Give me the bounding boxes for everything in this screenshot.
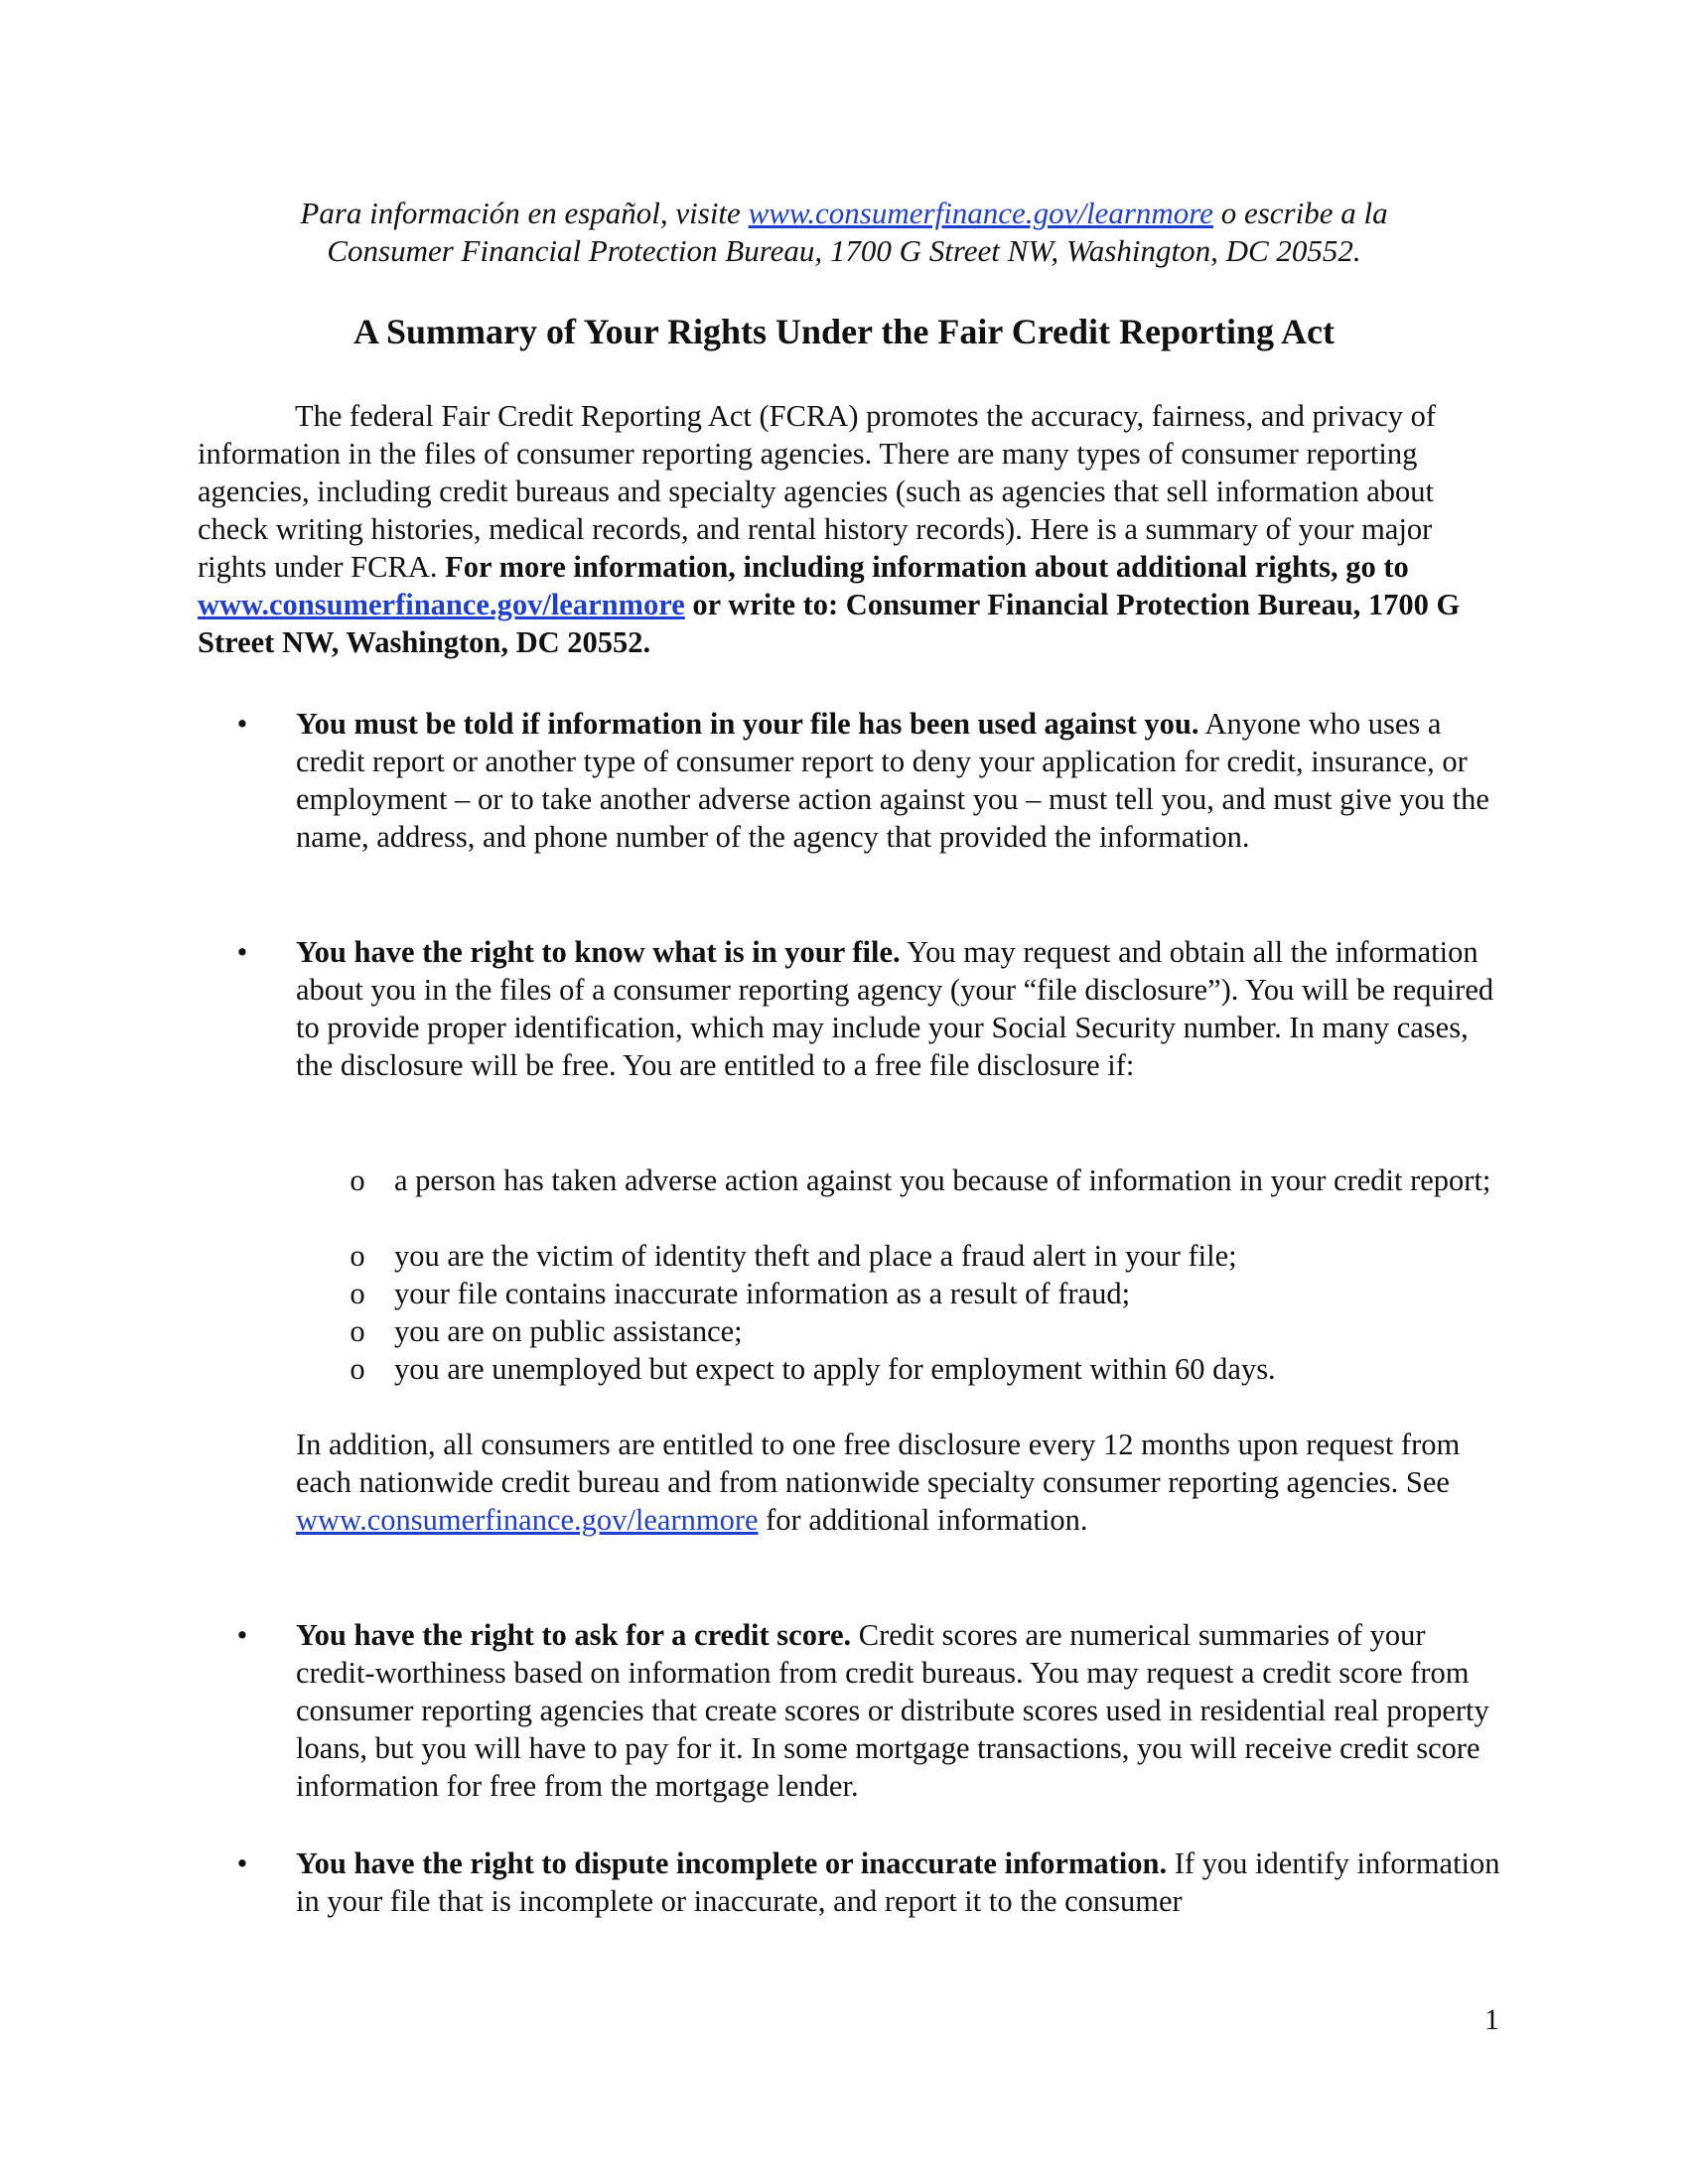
bullet-marker: •	[236, 935, 248, 969]
spanish-text: Para información en español, visite	[300, 196, 749, 230]
spanish-address: Consumer Financial Protection Bureau, 1700 G Street NW, Washington, DC 20552.	[327, 233, 1361, 268]
intro-bold-address: or write to: Consumer Financial Protection Bureau, 1700 G Street NW, Washington, DC 20552.	[198, 588, 1461, 659]
bullet-credit-score	[236, 1616, 1507, 1805]
sub-item-adverse-action	[350, 1161, 1506, 1199]
addition-learnmore-link[interactable]: www.consumerfinance.gov/learnmore	[296, 1503, 759, 1537]
bullet-heading: You have the right to dispute incomplete or inaccurate information.	[296, 1846, 1168, 1880]
bullet-marker: •	[236, 1846, 248, 1880]
sub-marker: o	[350, 1239, 365, 1273]
bullet-marker: •	[236, 1618, 248, 1652]
bullet-text: Credit scores are numerical summaries of your credit-worthiness based on information from credit bureaus. You may request a credit score from consumer reporting agencies that create scores or distribute scores used in residential real property loans, but you will have to pay for it. In some mortgage transactions, you will receive credit score information for free from the mortgage lender.	[296, 1618, 1489, 1803]
page-number: 1	[1484, 2003, 1499, 2036]
bullet-text: You may request and obtain all the information about you in the files of a consumer reporting agency (your “file disclosure”). You will be required to provide proper identification, which may include your Social Security number. In many cases, the disclosure will be free. You are entitled to a free file disclosure if:	[296, 935, 1494, 1082]
bullet-heading: You have the right to ask for a credit score.	[296, 1618, 852, 1652]
page-title: A Summary of Your Rights Under the Fair Credit Reporting Act	[353, 312, 1335, 351]
intro-bold-text: For more information, including information about additional rights, go to	[445, 550, 1409, 584]
sub-marker: o	[350, 1277, 365, 1310]
sub-marker: o	[350, 1163, 365, 1197]
intro-paragraph	[198, 397, 1508, 661]
addition-text: In addition, all consumers are entitled to one free disclosure every 12 months upon request from each nationwide credit bureau and from nationwide specialty consumer reporting agencies. See	[296, 1428, 1461, 1499]
bullet-dispute	[236, 1844, 1507, 1920]
sub-item-fraud	[350, 1275, 1506, 1312]
sub-item-text: a person has taken adverse action against you because of information in your credit report;	[394, 1163, 1491, 1197]
bullet-heading: You have the right to know what is in your file.	[296, 935, 901, 969]
bullet-text: If you identify information in your file that is incomplete or inaccurate, and report it to the consumer	[296, 1846, 1500, 1918]
intro-learnmore-link[interactable]: www.consumerfinance.gov/learnmore	[198, 588, 685, 621]
bullet-marker: •	[236, 707, 248, 741]
sub-item-text: you are on public assistance;	[394, 1314, 743, 1348]
sub-item-identity-theft	[350, 1237, 1506, 1275]
sub-item-text: your file contains inaccurate information as a result of fraud;	[394, 1277, 1131, 1310]
bullet-used-against-you	[236, 705, 1507, 856]
sub-marker: o	[350, 1314, 365, 1348]
sub-item-unemployed	[350, 1350, 1506, 1388]
sub-item-public-assistance	[350, 1312, 1506, 1350]
addition-paragraph	[296, 1426, 1507, 1539]
intro-text: The federal Fair Credit Reporting Act (FCRA) promotes the accuracy, fairness, and privacy of information in the files of consumer reporting agencies. There are many types of consumer reporting agencies, including credit bureaus and specialty agencies (such as agencies that sell information about check writing histories, medical records, and rental history records). Here is a summary of your major rights under FCRA.	[198, 399, 1437, 584]
sub-marker: o	[350, 1352, 365, 1386]
sub-item-text: you are unemployed but expect to apply for employment within 60 days.	[394, 1352, 1276, 1386]
bullet-text: Anyone who uses a credit report or another type of consumer report to deny your application for credit, insurance, or employment – or to take another adverse action against you – must tell you, and must give you the name, address, and phone number of the agency that provided the information.	[296, 707, 1489, 854]
spanish-learnmore-link[interactable]: www.consumerfinance.gov/learnmore	[748, 196, 1213, 230]
spanish-text-cont: o escribe a la	[1212, 196, 1388, 230]
sub-item-text: you are the victim of identity theft and place a fraud alert in your file;	[394, 1239, 1237, 1273]
bullet-know-your-file	[236, 933, 1507, 1084]
spanish-notice	[149, 195, 1539, 270]
bullet-heading: You must be told if information in your file has been used against you.	[296, 707, 1199, 741]
addition-text-cont: for additional information.	[758, 1503, 1088, 1537]
